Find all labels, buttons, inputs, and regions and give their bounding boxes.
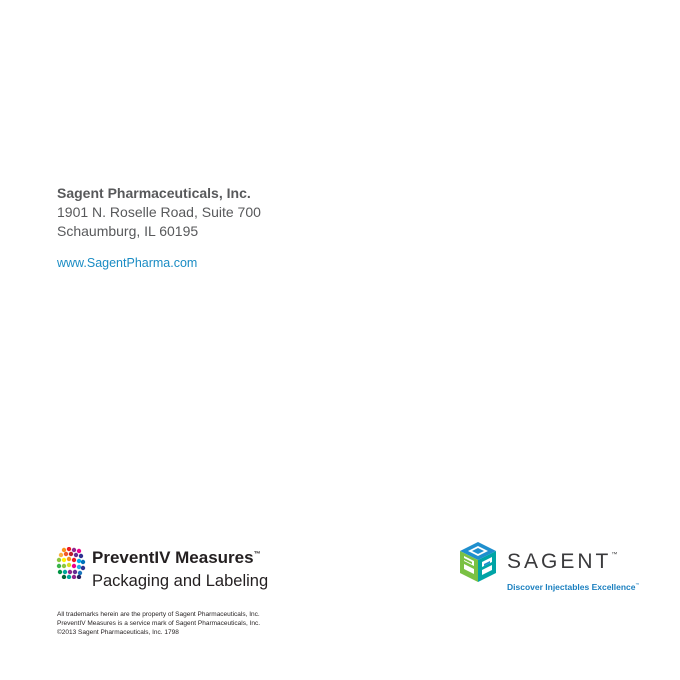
sagent-wordmark: [507, 550, 617, 574]
preventiv-brand-text: PreventIV Measures: [92, 548, 254, 567]
company-name: Sagent Pharmaceuticals, Inc.: [57, 185, 251, 201]
preventiv-logo: [56, 547, 316, 597]
preventiv-tm: ™: [253, 551, 261, 558]
legal-line-3: ©2013 Sagent Pharmaceuticals, Inc. 1798: [57, 629, 179, 636]
legal-line-2: PreventIV Measures is a service mark of Sagent Pharmaceuticals, Inc.: [57, 620, 261, 627]
website-link[interactable]: www.SagentPharma.com: [57, 256, 198, 270]
sagent-logo: [458, 540, 658, 590]
legal-notice: [57, 610, 260, 637]
colored-cube-icon: [56, 547, 86, 579]
preventiv-subtitle: Packaging and Labeling: [92, 572, 269, 590]
company-address: [57, 184, 261, 241]
sagent-tagline-text: Discover Injectables Excellence: [507, 582, 636, 592]
sagent-tm: ™: [611, 552, 618, 558]
street-address: 1901 N. Roselle Road, Suite 700: [57, 204, 261, 220]
sagent-wordmark-text: SAGENT: [507, 550, 612, 573]
legal-line-1: All trademarks herein are the property of Sagent Pharmaceuticals, Inc.: [57, 611, 260, 618]
sagent-tagline: [507, 582, 640, 592]
preventiv-brand: [92, 548, 261, 568]
sagent-tagline-tm: ™: [635, 582, 640, 587]
city-address: Schaumburg, IL 60195: [57, 223, 199, 239]
sagent-logo-icon: [458, 540, 498, 584]
